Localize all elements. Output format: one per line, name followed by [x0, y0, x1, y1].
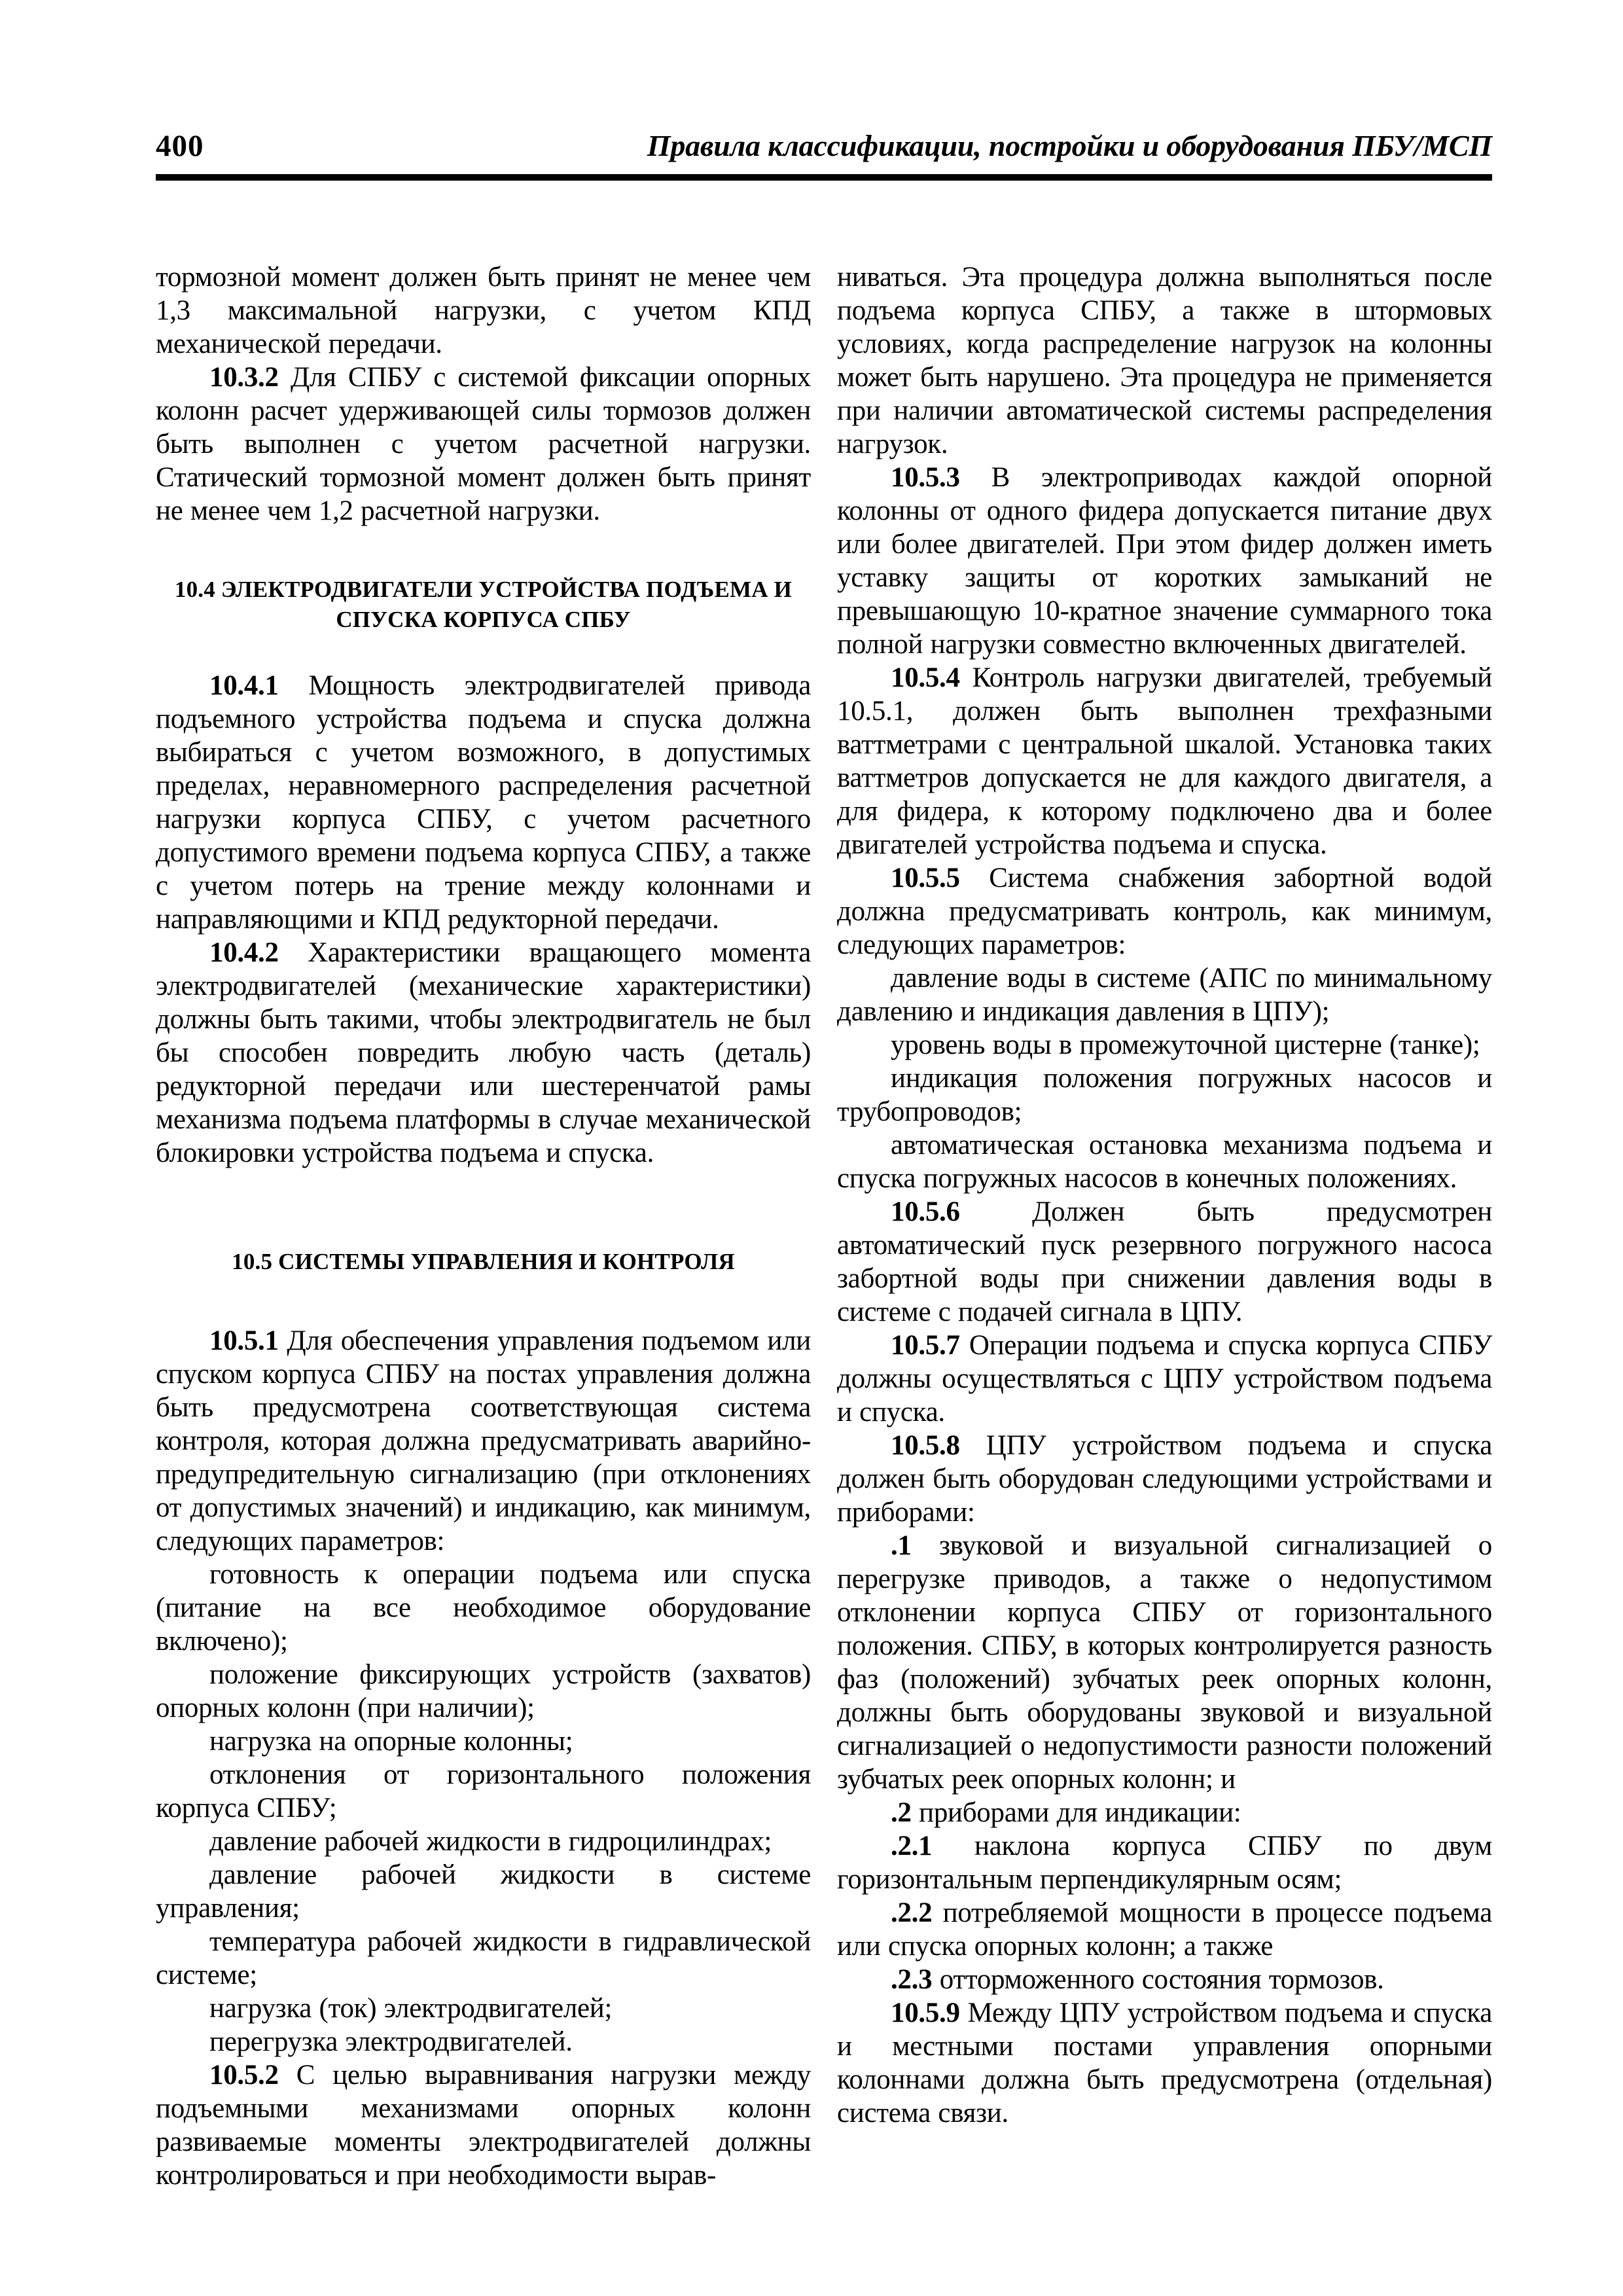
column-right	[837, 260, 1492, 2192]
paragraph-text: звуковой и визуальной сигнализацией о перегрузке приводов, а также о недопустимом отклонении корпуса СПБУ от горизонтального положения. СПБУ, в которых контролируется разность фаз (положений) зубчатых реек опорных колонн, должны быть оборудованы звуковой и визуальной сигнализацией о недопустимости разности положений зубчатых реек опорных колонн; и	[837, 1530, 1493, 1795]
paragraph-text: приборами для индикации:	[919, 1797, 1241, 1828]
section-number: 10.3.2	[209, 362, 279, 393]
para-10-4-1	[156, 669, 811, 936]
list-item: перегрузка электродвигателей.	[209, 2026, 573, 2057]
paragraph-text: наклона корпуса СПБУ по двум горизонтальным перпендикулярным осям;	[837, 1831, 1492, 1895]
list-item: уровень воды в промежуточной цистерне (танке);	[891, 1030, 1480, 1060]
paragraph-text: Мощность электродвигателей привода подъемного устройства подъема и спуска должна выбираться с учетом возможного, в допустимых пределах, неравномерного распределения расчетной нагрузки корпуса СПБУ, с учетом расчетного допустимого времени подъема корпуса СПБУ, а также с учетом потерь на трение между колоннами и направляющими и КПД редукторной передачи.	[156, 670, 811, 935]
para-10-5-2	[156, 2058, 811, 2192]
section-number: 10.5.4	[891, 662, 960, 693]
paragraph-text: отторможенного состояния тормозов.	[939, 1964, 1384, 1995]
subpara-1	[837, 1529, 1492, 1796]
running-title: Правила классификации, постройки и оборудования ПБУ/МСП	[647, 129, 1492, 162]
paragraph-text: С целью выравнивания нагрузки между подъемными механизмами опорных колонн развиваемые моменты электродвигателей должны контролироваться и при необходимости вырав-	[156, 2060, 811, 2191]
list-item: давление рабочей жидкости в гидроцилиндрах;	[209, 1826, 772, 1857]
paragraph-text: Контроль нагрузки двигателей, требуемый 10.5.1, должен быть выполнен трехфазными ваттметрами с центральной шкалой. Установка таких ваттметров допускается не для каждого двигателя, а для фидера, к которому подключено два и более двигателей устройства подъема и спуска.	[837, 662, 1493, 860]
section-number: 10.5.1	[209, 1325, 279, 1356]
para-10-5-3	[837, 461, 1492, 661]
para-10-5-5	[837, 861, 1492, 961]
section-number: 10.5.7	[891, 1330, 960, 1361]
list-item: давление воды в системе (АПС по минимальному давлению и индикация давления в ЦПУ);	[837, 963, 1492, 1027]
list-item: нагрузка (ток) электродвигателей;	[209, 1993, 613, 2024]
section-number: 10.5.8	[891, 1430, 960, 1461]
para-10-5-1	[156, 1324, 811, 1558]
subsection-number: .2.3	[891, 1964, 933, 1995]
para-10-5-9	[837, 1996, 1492, 2130]
list-item: нагрузка на опорные колонны;	[209, 1726, 573, 1757]
para-10-5-8	[837, 1429, 1492, 1529]
para-10-5-4	[837, 661, 1492, 861]
heading-10-5: 10.5 СИСТЕМЫ УПРАВЛЕНИЯ И КОНТРОЛЯ	[232, 1249, 735, 1274]
section-number: 10.5.9	[891, 1998, 960, 2028]
paragraph-text: Должен быть предусмотрен автоматический пуск резервного погружного насоса забортной воды при снижении давления воды в системе с подачей сигнала в ЦПУ.	[837, 1196, 1492, 1327]
list-item: готовность к операции подъема или спуска (питание на все необходимое оборудование включено);	[156, 1559, 811, 1657]
list-item: положение фиксирующих устройств (захватов) опорных колонн (при наличии);	[156, 1659, 811, 1723]
subpara-2-1	[837, 1829, 1492, 1896]
para-10-4-2	[156, 936, 811, 1170]
column-left	[156, 260, 811, 2192]
list-item: автоматическая остановка механизма подъема и спуска погружных насосов в конечных положениях.	[837, 1130, 1492, 1194]
list-item: отклонения от горизонтального положения корпуса СПБУ;	[156, 1759, 811, 1823]
paragraph-text: Для обеспечения управления подъемом или спуском корпуса СПБУ на постах управления должна быть предусмотрена соответствующая система контроля, которая должна предусматривать аварийно-предупредительную сигнализацию (при отклонениях от допустимых значений) и индикацию, как минимум, следующих параметров:	[156, 1325, 811, 1556]
page-number: 400	[156, 129, 204, 163]
subpara-2-2	[837, 1896, 1492, 1963]
paragraph-text: ЦПУ устройством подъема и спуска должен быть оборудован следующими устройствами и приборами:	[837, 1430, 1493, 1528]
para-continuation: тормозной момент должен быть принят не менее чем 1,3 максимальной нагрузки, с учетом КПД механической передачи.	[156, 262, 811, 359]
paragraph-text: Между ЦПУ устройством подъема и спуска и местными постами управления опорными колоннами должна быть предусмотрена (отдельная) система связи.	[837, 1998, 1492, 2128]
paragraph-text: В электроприводах каждой опорной колонны от одного фидера допускается питание двух или более двигателей. При этом фидер должен иметь уставку защиты от коротких замыканий не превышающую 10-кратное значение суммарного тока полной нагрузки совместно включенных двигателей.	[837, 462, 1492, 660]
subpara-2-3	[837, 1963, 1492, 1996]
list-item: индикация положения погружных насосов и трубопроводов;	[837, 1063, 1492, 1127]
heading-10-4: 10.4 ЭЛЕКТРОДВИГАТЕЛИ УСТРОЙСТВА ПОДЪЕМА И СПУСКА КОРПУСА СПБУ	[174, 577, 793, 632]
subsection-number: .2.2	[891, 1897, 933, 1928]
para-10-5-7	[837, 1329, 1492, 1429]
section-number: 10.5.2	[209, 2060, 279, 2090]
subsection-number: .1	[891, 1530, 912, 1561]
para-10-5-6	[837, 1195, 1492, 1329]
page-header	[156, 128, 1492, 164]
subpara-2	[837, 1796, 1492, 1829]
subsection-number: .2.1	[891, 1831, 933, 1861]
list-item: давление рабочей жидкости в системе управления;	[156, 1859, 811, 1924]
section-number: 10.4.2	[209, 937, 279, 968]
paragraph-text: потребляемой мощности в процессе подъема или спуска опорных колонн; а также	[837, 1897, 1493, 1962]
section-number: 10.5.6	[891, 1196, 960, 1227]
para-continuation: ниваться. Эта процедура должна выполняться после подъема корпуса СПБУ, а также в штормовых условиях, когда распределение нагрузок на колонны может быть нарушено. Эта процедура не применяется при наличии автоматической системы распределения нагрузок.	[837, 262, 1492, 459]
section-number: 10.4.1	[209, 670, 279, 701]
subsection-number: .2	[891, 1797, 912, 1828]
header-rule	[156, 174, 1492, 181]
section-number: 10.5.3	[891, 462, 960, 493]
paragraph-text: Система снабжения забортной водой должна предусматривать контроль, как минимум, следующих параметров:	[837, 863, 1493, 960]
para-10-3-2	[156, 361, 811, 528]
section-number: 10.5.5	[891, 863, 960, 893]
page-body	[156, 260, 1492, 2192]
paragraph-text: Операции подъема и спуска корпуса СПБУ должны осуществляться с ЦПУ устройством подъема и спуска.	[837, 1330, 1492, 1427]
paragraph-text: Характеристики вращающего момента электродвигателей (механические характеристики) должны быть такими, чтобы электродвигатель не был бы способен повредить любую часть (деталь) редукторной передачи или шестеренчатой рамы механизма подъема платформы в случае механической блокировки устройства подъема и спуска.	[156, 937, 812, 1168]
paragraph-text: Для СПБУ с системой фиксации опорных колонн расчет удерживающей силы тормозов должен быть выполнен с учетом расчетной нагрузки. Статический тормозной момент должен быть принят не менее чем 1,2 расчетной нагрузки.	[156, 362, 811, 526]
list-item: температура рабочей жидкости в гидравлической системе;	[156, 1926, 811, 1990]
